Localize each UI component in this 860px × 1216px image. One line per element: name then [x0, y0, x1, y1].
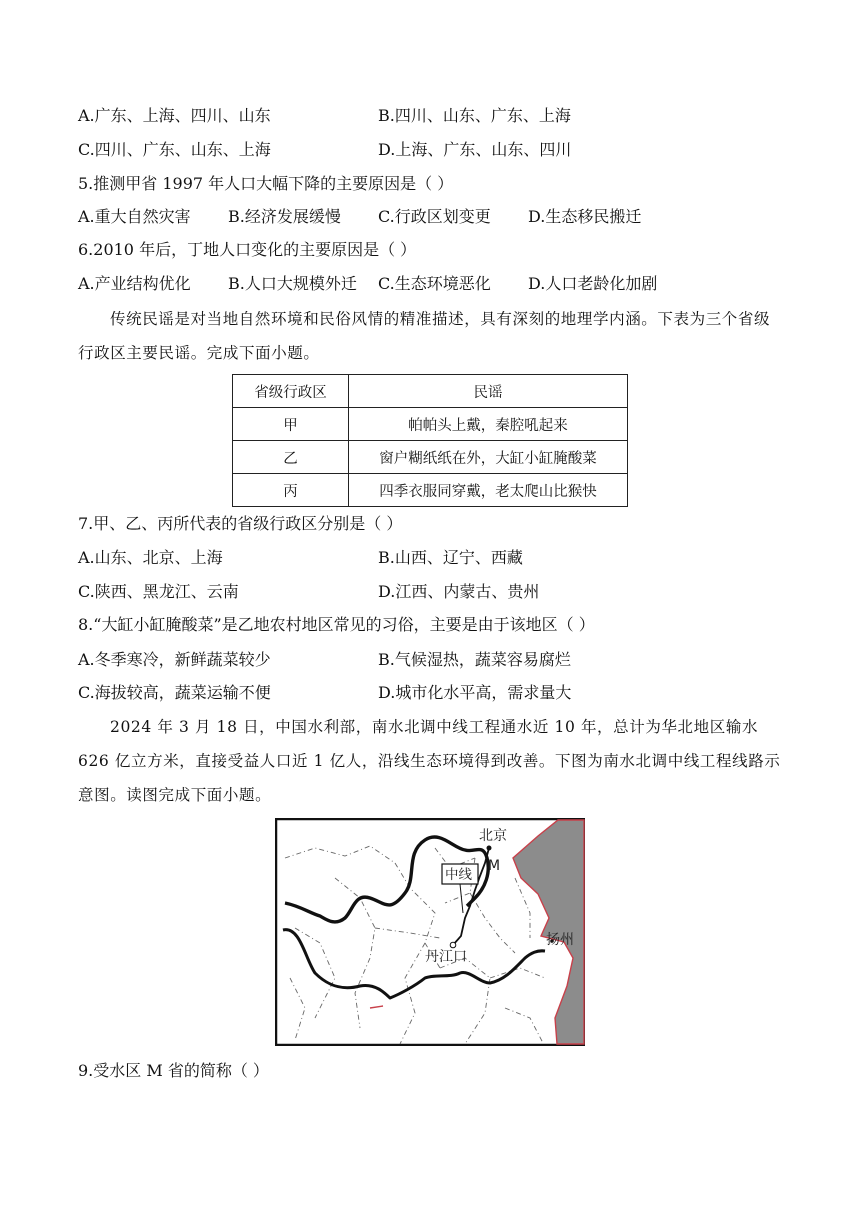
table-header-region: 省级行政区 — [233, 375, 349, 408]
q7-option-c: C.陕西、黑龙江、云南 — [78, 582, 239, 601]
table-cell-folk: 帕帕头上戴，秦腔吼起来 — [349, 408, 628, 441]
q5-option-d: D.生态移民搬迁 — [528, 207, 642, 226]
q6-option-b: B.人口大规模外迁 — [228, 274, 357, 293]
danjiangkou-dot — [450, 942, 456, 948]
q8-option-b: B.气候湿热，蔬菜容易腐烂 — [378, 650, 571, 669]
q8-option-a: A.冬季寒冷，新鲜蔬菜较少 — [78, 650, 271, 669]
yangzhou-label: 扬州 — [546, 932, 574, 948]
q5-option-c: C.行政区划变更 — [378, 207, 491, 226]
q5-option-b: B.经济发展缓慢 — [228, 207, 341, 226]
q6-option-a: A.产业结构优化 — [78, 274, 191, 293]
table-row — [233, 408, 628, 441]
q7-option-b: B.山西、辽宁、西藏 — [378, 548, 523, 567]
table-row — [233, 474, 628, 507]
q8-option-d: D.城市化水平高，需求量大 — [378, 683, 572, 702]
q6-stem: 6.2010 年后，丁地人口变化的主要原因是（ ） — [78, 240, 417, 259]
table-cell-folk: 四季衣服同穿戴，老太爬山比猴快 — [349, 474, 628, 507]
table-header-folk: 民谣 — [349, 375, 628, 408]
water-diversion-map — [275, 818, 585, 1046]
table-row — [233, 441, 628, 474]
folk-song-table — [232, 374, 628, 507]
q4-option-b: B.四川、山东、广东、上海 — [378, 106, 571, 125]
folk-intro-paragraph — [78, 302, 782, 370]
table-cell-region: 丙 — [233, 474, 349, 507]
danjiangkou-label: 丹江口 — [425, 949, 467, 965]
table-cell-folk: 窗户糊纸纸在外，大缸小缸腌酸菜 — [349, 441, 628, 474]
beijing-dot — [487, 846, 492, 851]
q7-option-a: A.山东、北京、上海 — [78, 548, 223, 567]
water-intro-paragraph — [78, 710, 782, 812]
beijing-label: 北京 — [479, 828, 507, 844]
q8-stem: 8.“大缸小缸腌酸菜”是乙地农村地区常见的习俗，主要是由于该地区（ ） — [78, 615, 595, 634]
q9-stem: 9.受水区 M 省的简称（ ） — [78, 1061, 269, 1080]
middle-line-label: 中线 — [445, 867, 472, 883]
q6-option-c: C.生态环境恶化 — [378, 274, 491, 293]
q5-option-a: A.重大自然灾害 — [78, 207, 191, 226]
water-intro-text: 2024 年 3 月 18 日，中国水利部，南水北调中线工程通水近 10 年，总计为华北地区输水 626 亿立方米，直接受益人口近 1 亿人，沿线生态环境得到改善。下图为南水北调中线工程线路示意图。读图完成下面小题。 — [78, 718, 781, 804]
q4-option-c: C.四川、广东、山东、上海 — [78, 140, 271, 159]
folk-intro-text: 传统民谣是对当地自然环境和民俗风情的精准描述，具有深刻的地理学内涵。下表为三个省级行政区主要民谣。完成下面小题。 — [78, 310, 771, 362]
table-cell-region: 乙 — [233, 441, 349, 474]
m-province-label: M — [488, 858, 501, 874]
table-cell-region: 甲 — [233, 408, 349, 441]
q7-option-d: D.江西、内蒙古、贵州 — [378, 582, 540, 601]
table-header-row — [233, 375, 628, 408]
q7-stem: 7.甲、乙、丙所代表的省级行政区分别是（ ） — [78, 514, 403, 533]
q6-option-d: D.人口老龄化加剧 — [528, 274, 658, 293]
q4-option-d: D.上海、广东、山东、四川 — [378, 140, 572, 159]
q5-stem: 5.推测甲省 1997 年人口大幅下降的主要原因是（ ） — [78, 174, 454, 193]
q4-option-a: A.广东、上海、四川、山东 — [78, 106, 271, 125]
q8-option-c: C.海拔较高，蔬菜运输不便 — [78, 683, 271, 702]
